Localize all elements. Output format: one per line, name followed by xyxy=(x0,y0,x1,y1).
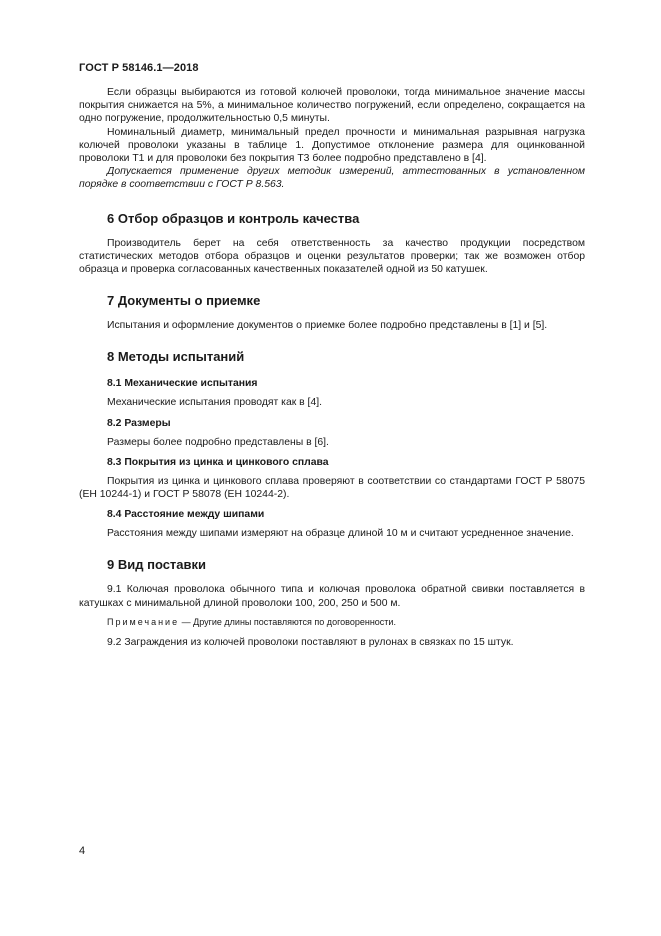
intro-paragraph-1: Если образцы выбираются из готовой колючей проволоки, тогда минимальное значение массы покрытия снижается на 5%, а минимальное количество погружений, если определено, сокращается на одно погружение, продолжительностью 0,5 минуты. xyxy=(79,87,585,125)
subsection-8-2-text: Размеры более подробно представлены в [6]. xyxy=(107,436,329,448)
subsection-8-1-title: 8.1 Механические испытания xyxy=(107,378,258,390)
document-code-header: ГОСТ Р 58146.1—2018 xyxy=(79,62,199,74)
section-8-title: 8 Методы испытаний xyxy=(107,349,245,365)
intro-paragraph-2: Номинальный диаметр, минимальный предел прочности и минимальная разрывная нагрузка колючей проволоки указаны в таблице 1. Допустимое отклонение размера для оцинкованной проволоки Т1 и для проволоки без покрытия Т3 более подробно представлено в [4]. xyxy=(79,126,585,165)
section-6-paragraph: Производитель берет на себя ответственность за качество продукции посредством статистических методов отбора образцов и оценки результатов проверки; так же возможен отбор образца и проверка согласованных качественных показателей одной из 50 катушек. xyxy=(79,237,585,276)
subsection-8-3-title: 8.3 Покрытия из цинка и цинкового сплава xyxy=(107,456,329,468)
note-text: — Другие длины поставляются по договоренности. xyxy=(179,616,396,627)
subsection-8-1-text: Механические испытания проводят как в [4]. xyxy=(107,397,323,409)
subsection-8-2-title: 8.2 Размеры xyxy=(107,417,171,429)
section-7-title: 7 Документы о приемке xyxy=(107,293,261,309)
page-number: 4 xyxy=(79,845,86,857)
section-6-title: 6 Отбор образцов и контроль качества xyxy=(107,210,360,226)
section-9-1-paragraph: 9.1 Колючая проволока обычного типа и колючая проволока обратной свивки поставляется в катушках с минимальной длиной проволоки 100, 200, 250 и 500 м. xyxy=(79,584,585,609)
subsection-8-4-text: Расстояния между шипами измеряют на образце длиной 10 м и считают усредненное значение. xyxy=(107,528,574,540)
document-body xyxy=(79,80,585,649)
subsection-8-4-title: 8.4 Расстояние между шипами xyxy=(107,509,265,521)
note xyxy=(79,616,585,628)
note-label: Примечание xyxy=(107,616,180,627)
section-9-title: 9 Вид поставки xyxy=(107,557,207,573)
section-9-2-paragraph: 9.2 Заграждения из колючей проволоки поставляют в рулонах в связках по 15 штук. xyxy=(107,636,514,648)
intro-paragraph-3: Допускается применение других методик измерений, аттестованных в установленном порядке в соответствии с ГОСТ Р 8.563. xyxy=(79,166,585,191)
section-7-paragraph: Испытания и оформление документов о приемке более подробно представлены в [1] и [5]. xyxy=(107,320,548,332)
subsection-8-3-text: Покрытия из цинка и цинкового сплава проверяют в соответствии со стандартами ГОСТ Р 58075 (ЕН 10244-1) и ГОСТ Р 58078 (ЕН 10244-2). xyxy=(79,475,585,501)
